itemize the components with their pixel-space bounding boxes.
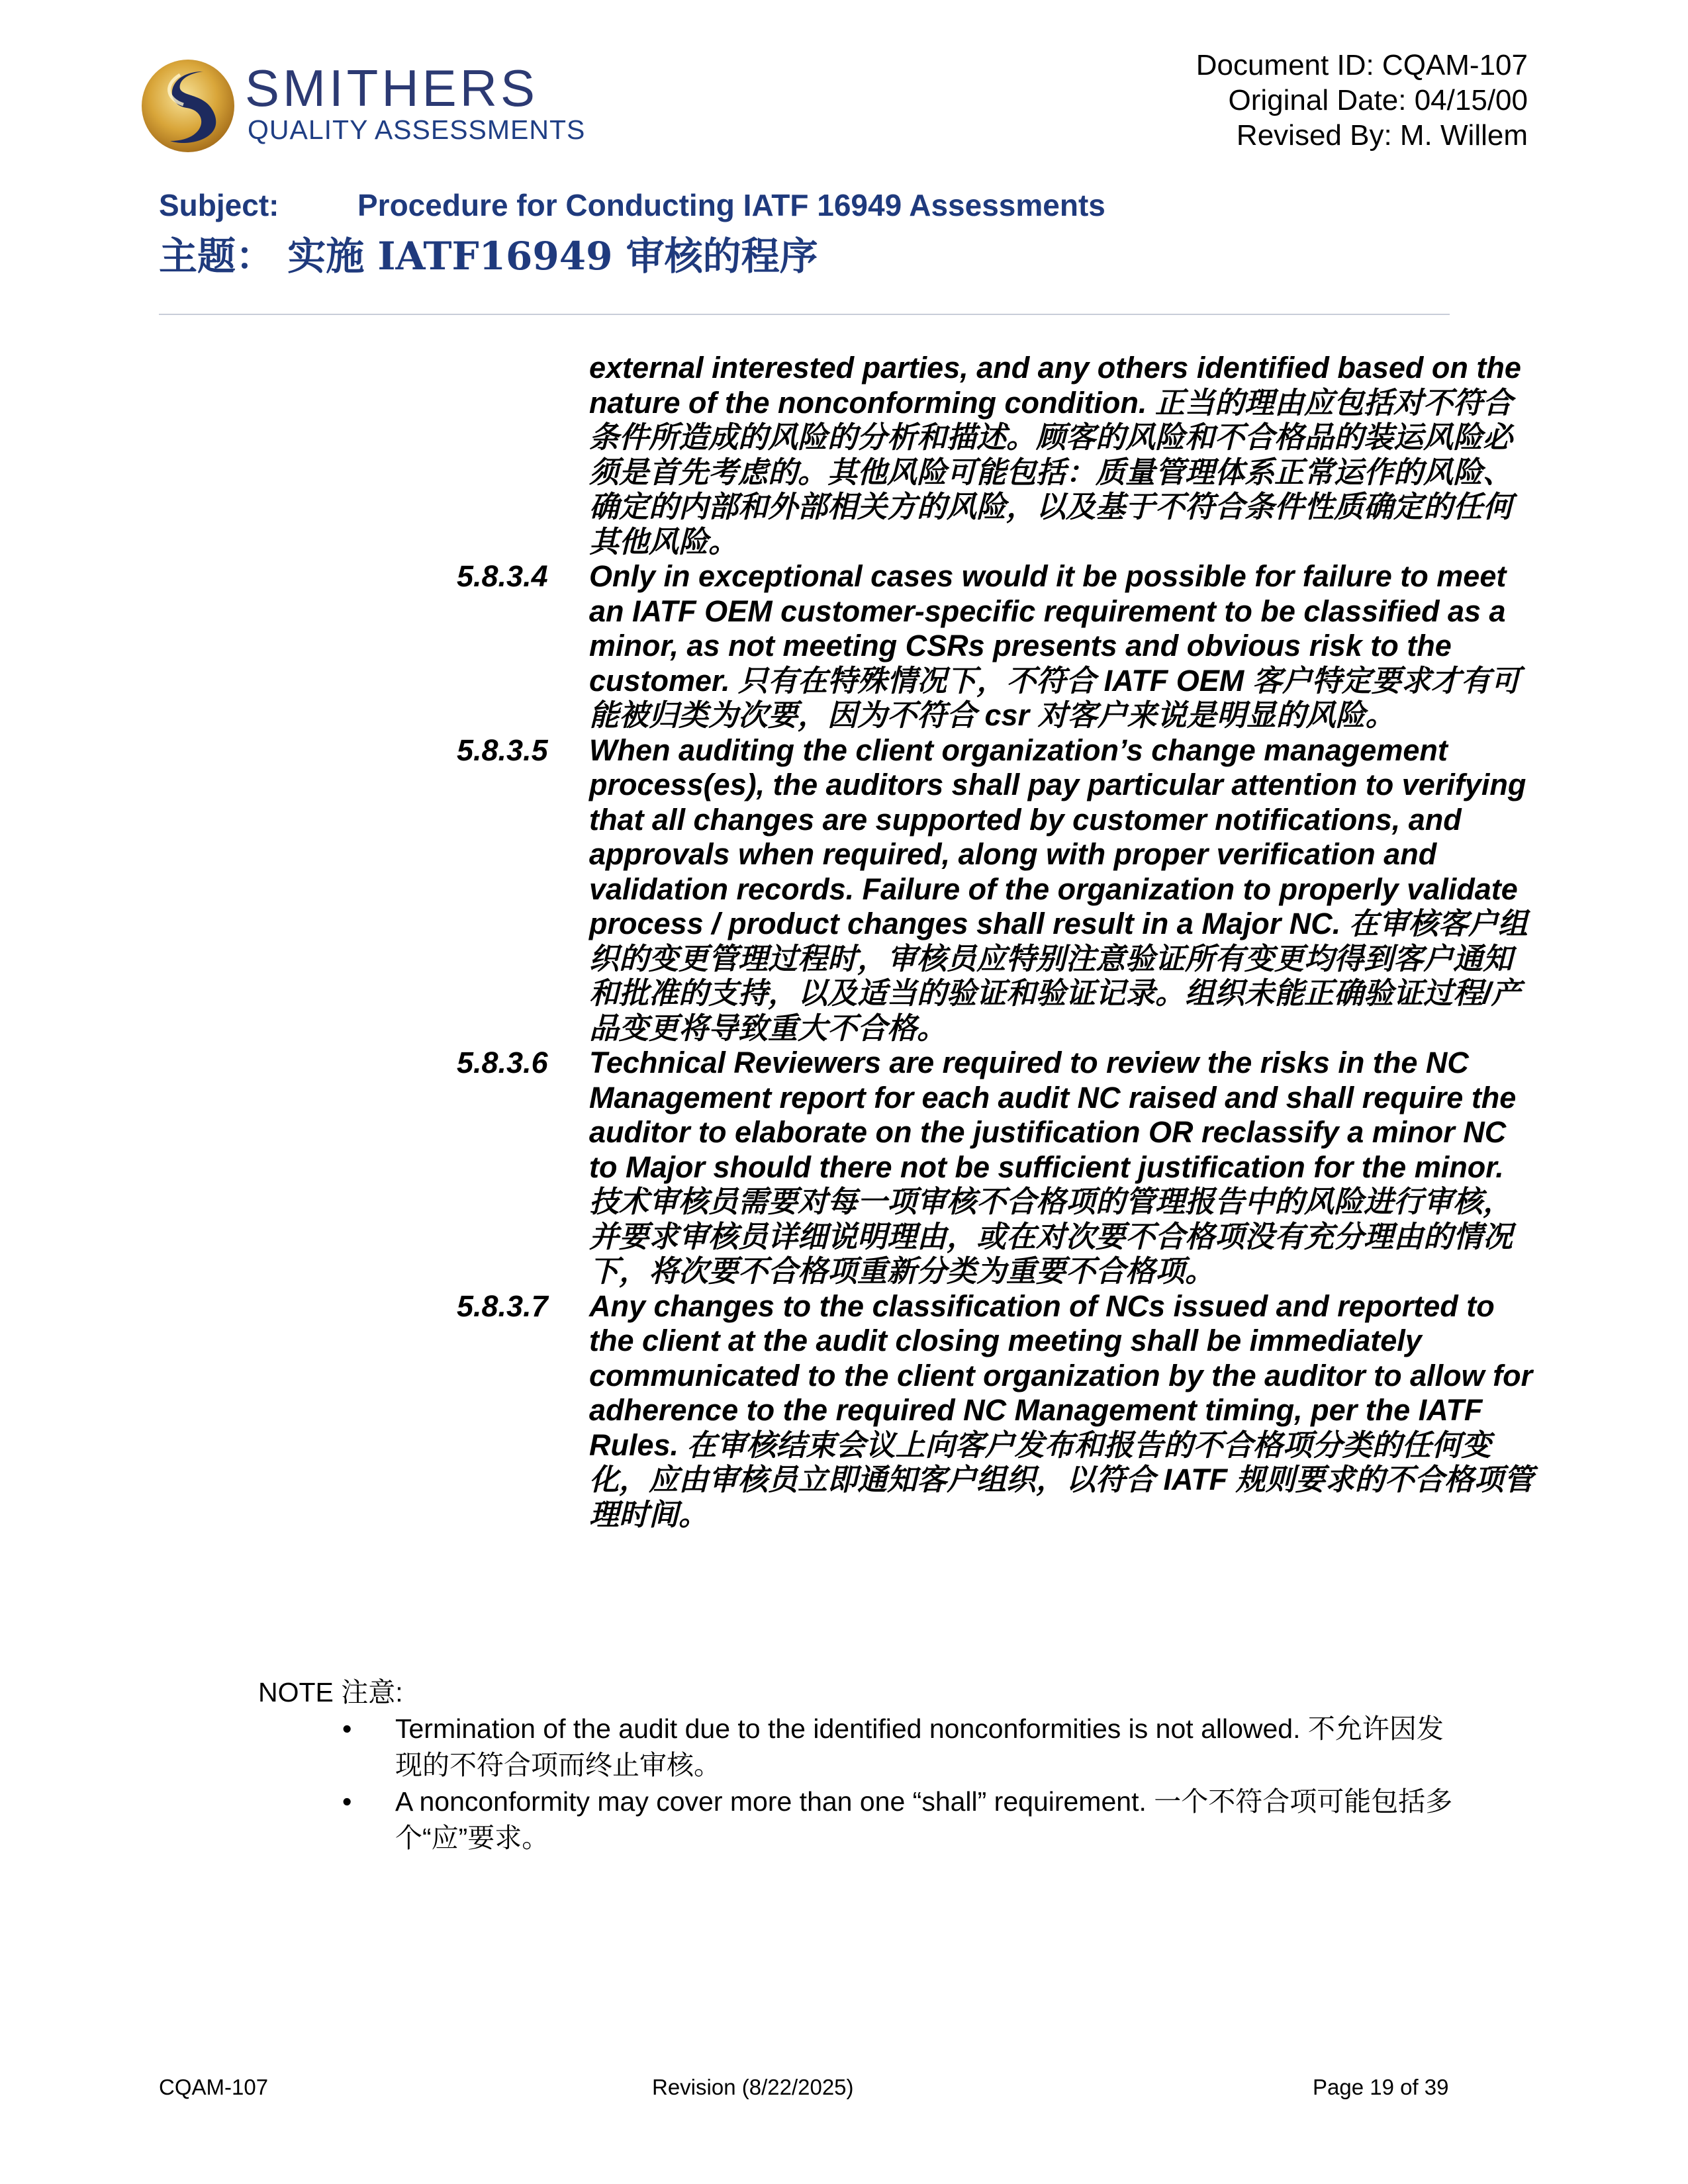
list-item [342,1784,1454,1856]
clause-text: Technical Reviewers are required to review the risks in the NC Management report for each audit NC raised and shall require the auditor to elaborate on the justification OR reclassify a minor NC to Major should there not be sufficient justification for the minor. 技术审核员需要对每一项审核不合格项的管理报告中的风险进行审核，并要求审核员详细说明理由，或在对次要不合格项没有充分理由的情况下，将次要不合格项重新分类为重要不合格项。 [589,1046,1517,1288]
subject-value: Procedure for Conducting IATF 16949 Assessments [357,188,1105,222]
continuation-paragraph: external interested parties, and any others identified based on the nature of the nonconforming condition. 正当的理由应包括对不符合条件所造成的风险的分析和描述。顾客的风险和不合格品的装运风险必须是首先考虑的。其他风险可能包括：质量管理体系正常运作的风险、确定的内部和外部相关方的风险，以及基于不符合条件性质确定的任何其他风险。 [589,351,1521,559]
smithers-swirl-icon [140,58,236,154]
clause-number: 5.8.3.7 [457,1289,548,1323]
smithers-logo [140,58,590,154]
footer-doc-code: CQAM-107 [159,2075,269,2099]
clause-text: When auditing the client organization’s change management process(es), the auditors shall pay particular attention to verifying that all changes are supported by customer notifications, and approvals when required, along with proper verification and validation records. Failure of the organization to properly validate process / product changes shall result in a Major NC. 在审核客户组织的变更管理过程时，审核员应特别注意验证所有变更均得到客户通知和批准的支持，以及适当的验证和验证记录。组织未能正确验证过程/产品变更将导致重大不合格。 [589,733,1528,1045]
clause-text: Any changes to the classification of NCs issued and reported to the client at the audit closing meeting shall be immediately communicated to the client organization by the auditor to allow for adherence to the required NC Management timing, per the IATF Rules. 在审核结束会议上向客户发布和报告的不合格项分类的任何变化，应由审核员立即通知客户组织，以符合 IATF 规则要求的不合格项管理时间。 [589,1289,1534,1531]
document-id: Document ID: CQAM-107 [1196,49,1528,81]
logo-wordmark: SMITHERS [245,59,539,117]
clause-text: Only in exceptional cases would it be possible for failure to meet an IATF OEM customer-specific requirement to be classified as a minor, as not meeting CSRs presents and obvious risk to the customer. 只有在特殊情况下，不符合 IATF OEM 客户特定要求才有可能被归类为次要，因为不符合 csr 对客户来说是明显的风险。 [589,559,1521,732]
clause-5-8-3-5 [457,733,1688,1046]
original-date: Original Date: 04/15/00 [1228,84,1528,116]
note-list [258,1711,1549,1856]
clause-number: 5.8.3.5 [457,733,548,767]
document-body [0,351,1688,1532]
subject-label: Subject: [159,188,279,222]
clause-5-8-3-6 [457,1046,1688,1289]
note-item-text: Termination of the audit due to the identified nonconformities is not allowed. 不允许因发现的不符合项而终止审核。 [395,1713,1444,1780]
subject-chinese: 主题： 实施 IATF16949 审核的程序 [159,234,818,279]
document-info [1196,48,1528,153]
footer-page-number: Page 19 of 39 [1313,2075,1449,2099]
clause-5-8-3-7 [457,1289,1688,1533]
note-title: NOTE 注意: [258,1677,403,1707]
subject-line [159,187,1105,223]
clause-5-8-3-4 [457,559,1688,733]
list-item [342,1711,1454,1784]
header-divider [159,314,1450,315]
footer-revision: Revision (8/22/2025) [652,2075,854,2099]
bullet-icon: • [342,1713,352,1744]
revised-by: Revised By: M. Willem [1236,119,1528,152]
note-item-text: A nonconformity may cover more than one “shall” requirement. 一个不符合项可能包括多个“应”要求。 [395,1786,1453,1853]
bullet-icon: • [342,1786,352,1817]
logo-tagline: QUALITY ASSESSMENTS [248,114,586,145]
clause-number: 5.8.3.4 [457,559,548,593]
note-section [258,1674,1549,1856]
clause-number: 5.8.3.6 [457,1046,548,1079]
